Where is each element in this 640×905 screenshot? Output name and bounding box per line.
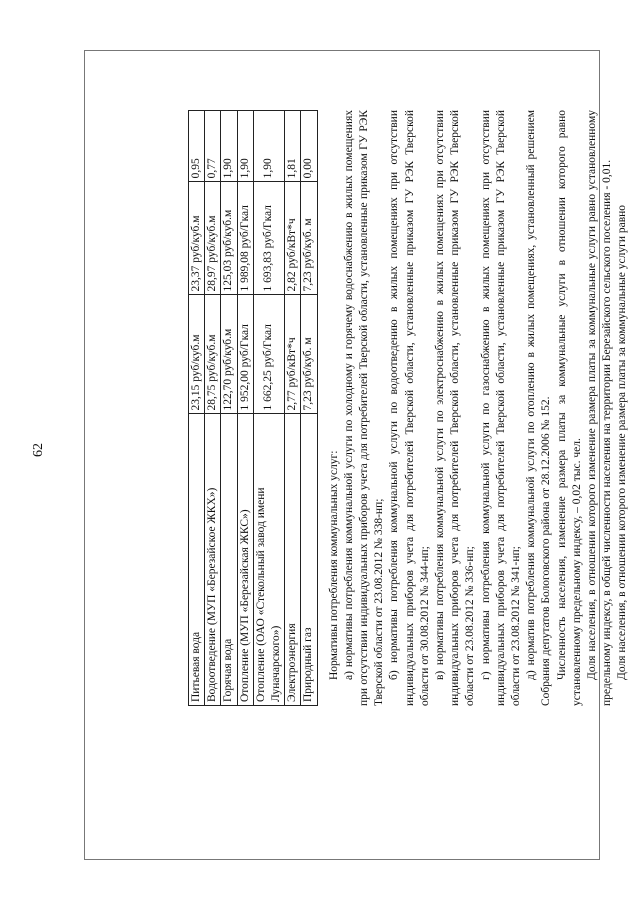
tariff-before: 23,15 руб/куб.м [189, 295, 205, 414]
change-percent: 1,81 [285, 111, 301, 182]
paragraph: г) нормативы потребления коммунальной услуги по газоснабжению в жилых помещениях при отсутствии индивидуальных приборов учета для потребителей Тверской области, установленные приказом ГУ РЭК Тверской области от 23.08.2012 № 341-нп; [479, 110, 523, 706]
change-percent: 0,77 [205, 111, 221, 182]
page-number: 62 [31, 443, 46, 457]
tariff-before: 28,75 руб/куб.м [205, 295, 221, 414]
tariff-before: 2,77 руб/кВт*ч [285, 295, 301, 414]
tariff-after: 2,82 руб/кВт*ч [285, 182, 301, 295]
table-row [301, 111, 317, 706]
service-name: Горячая вода [221, 414, 237, 706]
change-percent: 0,00 [301, 111, 317, 182]
table-row [221, 111, 237, 706]
change-percent: 1,90 [221, 111, 237, 182]
tariff-before: 1 952,00 руб/Гкал [237, 295, 253, 414]
table-row [285, 111, 301, 706]
table-row [253, 111, 284, 706]
paragraph: д) норматив потребления коммунальной услуги по отоплению в жилых помещениях, установленный решением Собрания депутатов Бологовского района от 28.12.2006 № 152. [525, 110, 553, 706]
change-percent: 1,90 [237, 111, 253, 182]
tariff-before: 122,70 руб/куб.м [221, 295, 237, 414]
tariff-after: 23,37 руб/куб.м [189, 182, 205, 295]
document-body [188, 110, 631, 706]
tariff-after: 7,23 руб/куб. м [301, 182, 317, 295]
tariff-table [188, 110, 318, 706]
paragraph: б) нормативы потребления коммунальной услуги по водоотведению в жилых помещениях при отсутствии индивидуальных приборов учета для потребителей Тверской области, установленные приказом ГУ РЭК Тверской области от 30.08.2012 № 344-нп; [388, 110, 431, 706]
paragraph: Доля населения, в отношении которого изменение размера платы за коммунальные услуги равно установленному предельному индексу, в общей численности населения на территории Березайского сельского поселения - 0,01. [586, 110, 614, 706]
side-panel [85, 50, 185, 858]
tariff-before: 1 662,25 руб/Гкал [253, 295, 284, 414]
paragraph: Нормативы потребления коммунальных услуг: [327, 450, 340, 680]
paragraph: а) нормативы потребления коммунальной услуги по холодному и горячему водоснабжению в жилых помещениях при отсутствии индивидуальных приборов учета для потребителей Тверской области, установленные приказом ГУ РЭК Тверской области от 23.08.2012 № 338-нп; [342, 110, 386, 706]
change-percent: 0,95 [189, 111, 205, 182]
tariff-after: 125,03 руб/куб.м [221, 182, 237, 295]
table-row [237, 111, 253, 706]
rotated-page-content [84, 50, 629, 858]
change-percent: 1,90 [253, 111, 284, 182]
service-name: Питьевая вода [189, 414, 205, 706]
paragraph: Численность населения, изменение размера платы за коммунальные услуги в отношении которого равно установленному предельному индексу, – 0,02 тыс. чел. [555, 110, 583, 706]
table-row [189, 111, 205, 706]
paragraph: Доля населения, в отношении которого изменение размера платы за коммунальные услуги равно [616, 204, 629, 680]
service-name: Отопление (МУП «Березайская ЖКС») [237, 414, 253, 706]
tariff-before: 7,23 руб/куб. м [301, 295, 317, 414]
service-name: Водоотведение (МУП «Березайское ЖКХ») [205, 414, 221, 706]
table-row [205, 111, 221, 706]
tariff-after: 1 693,83 руб/Гкал [253, 182, 284, 295]
service-name: Природный газ [301, 414, 317, 706]
service-name: Электроэнергия [285, 414, 301, 706]
service-name: Отопление (ОАО «Стекольный завод имени Луначарского») [253, 414, 284, 706]
tariff-after: 28,97 руб/куб.м [205, 182, 221, 295]
tariff-after: 1 989,08 руб/Гкал [237, 182, 253, 295]
norms-text [327, 110, 631, 706]
paragraph: в) нормативы потребления коммунальной услуги по электроснабжению в жилых помещениях при отсутствии индивидуальных приборов учета для потребителей Тверской области, установленные приказом ГУ РЭК Тверской области от 23.08.2012 № 336-нп; [434, 110, 477, 706]
